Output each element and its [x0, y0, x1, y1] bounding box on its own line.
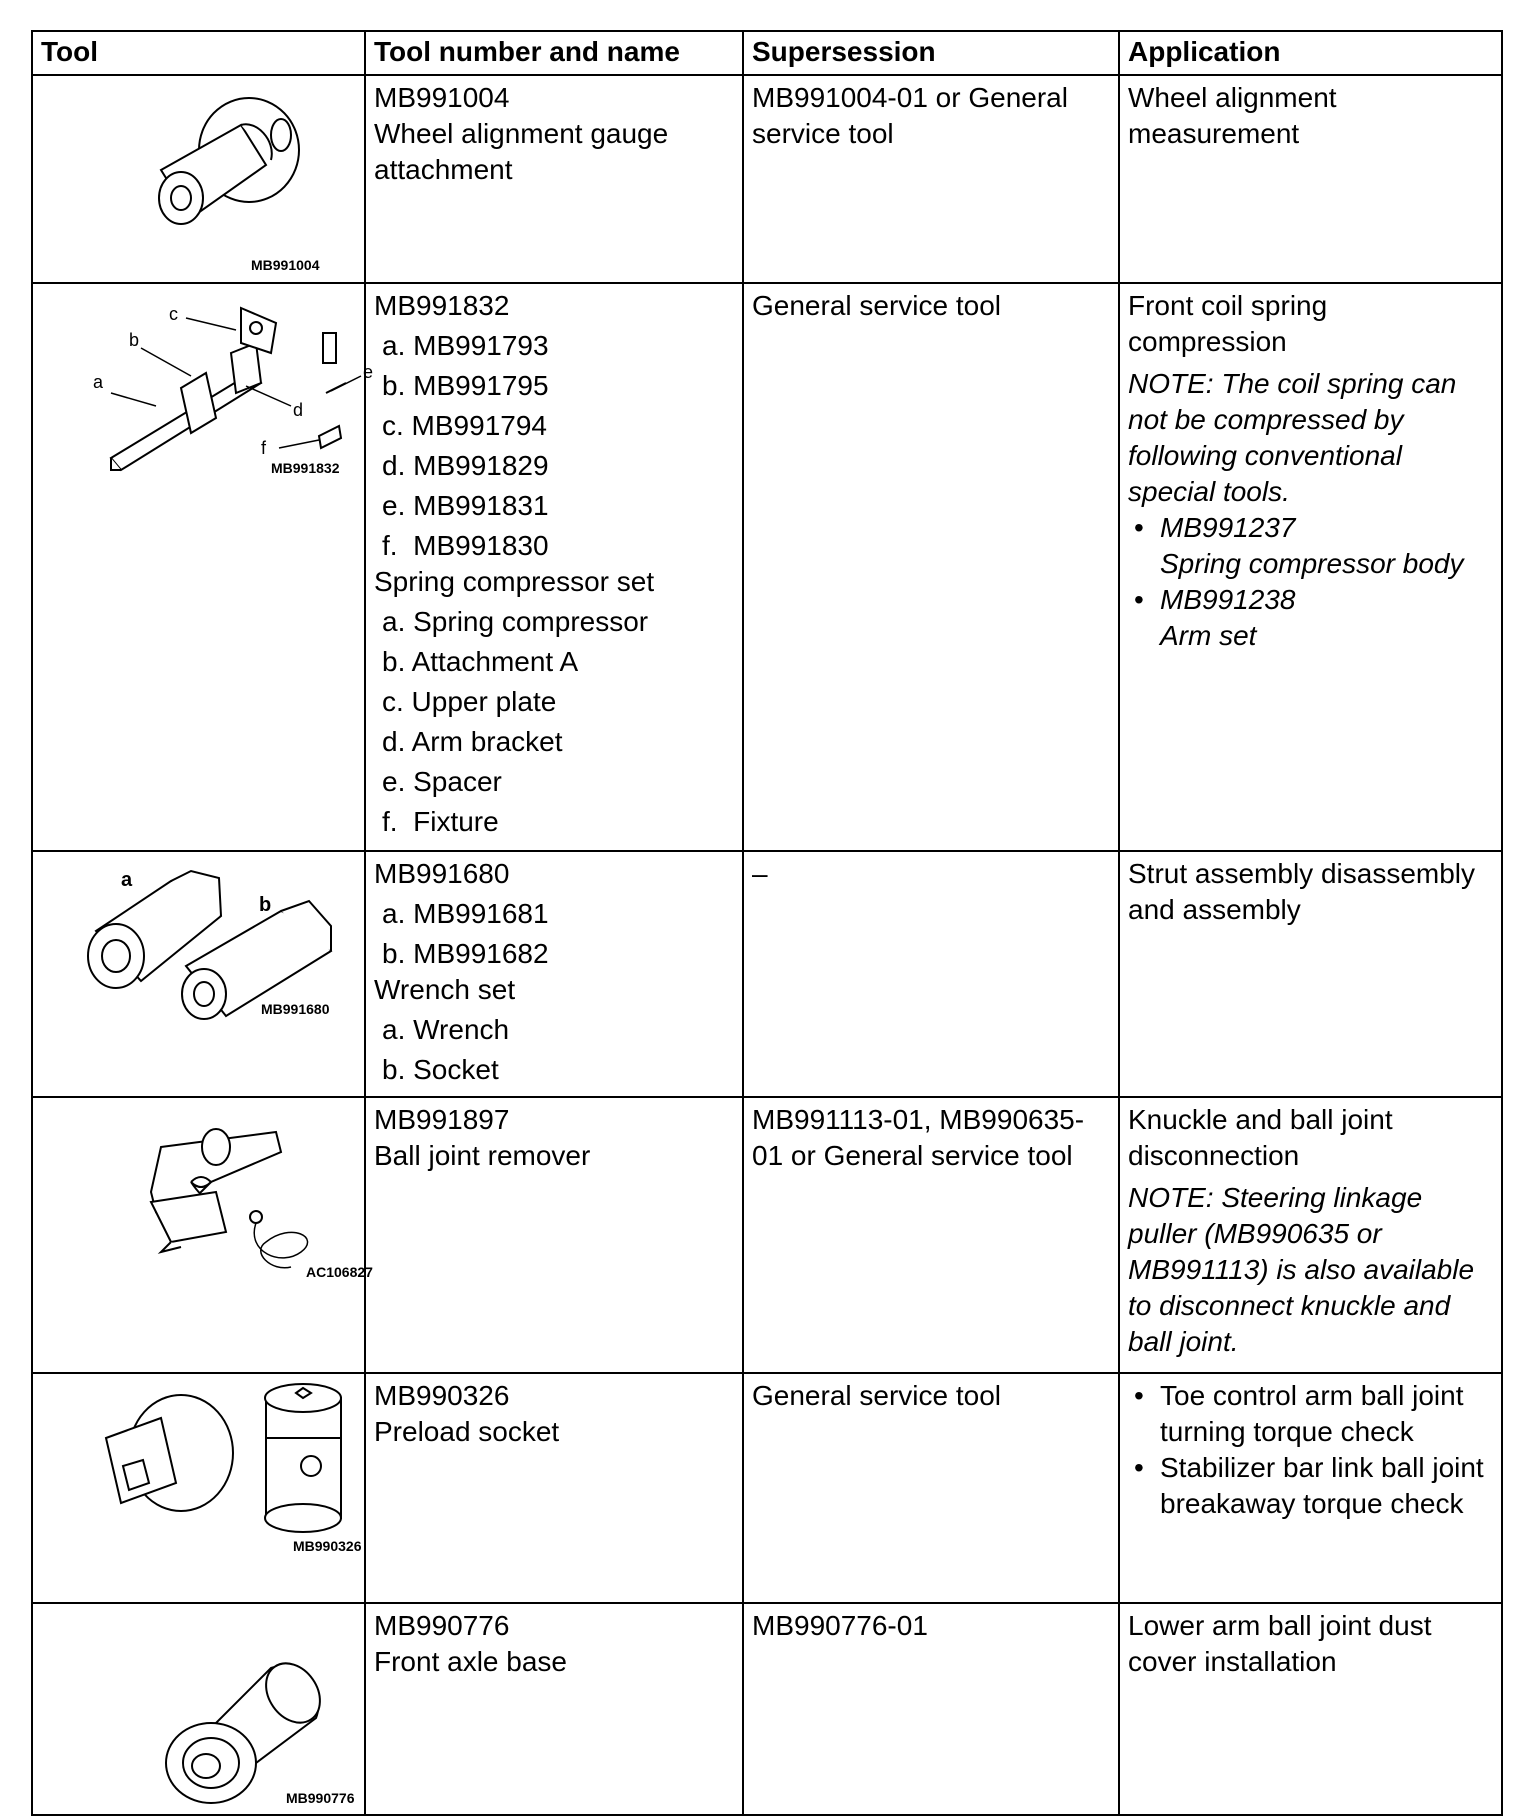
tool-line: b. MB991682: [382, 938, 549, 969]
preload-socket-illustration: [41, 1378, 374, 1558]
tool-number-cell: [365, 851, 743, 1097]
tool-line: a. MB991681: [382, 898, 549, 929]
tool-line: MB991897: [374, 1104, 510, 1135]
wheel-alignment-attachment-illustration: [41, 80, 374, 280]
tool-line: f. Fixture: [382, 806, 499, 837]
header-tool: Tool: [32, 31, 365, 75]
conventional-tools-list: [1128, 510, 1493, 654]
tool-line: MB991680: [374, 858, 510, 889]
figure-letter: d: [293, 400, 304, 420]
supersession-cell: MB990776-01: [743, 1603, 1119, 1815]
tool-line: Wheel alignment gauge attachment: [374, 118, 669, 185]
tool-line: b. Socket: [382, 1054, 499, 1085]
tool-illustration-cell: [32, 1097, 373, 1373]
tool-number-cell: [365, 1603, 743, 1815]
figure-label: AC106827: [306, 1264, 373, 1280]
supersession-cell: General service tool: [743, 283, 1119, 851]
figure-letter: a: [93, 372, 104, 392]
figure-letter: c: [169, 304, 178, 324]
table-header-row: [32, 31, 1502, 75]
tool-illustration-cell: [32, 1603, 365, 1815]
figure-label: MB991680: [261, 1001, 330, 1017]
header-supersession: Supersession: [743, 31, 1119, 75]
header-application: Application: [1119, 31, 1502, 75]
table-row: [32, 1097, 1502, 1373]
figure-label: MB991832: [271, 460, 340, 476]
tool-line: Preload socket: [374, 1416, 560, 1447]
tool-line: c. MB991794: [382, 410, 547, 441]
list-item: • Toe control arm ball joint turning torque check: [1128, 1378, 1493, 1450]
tool-line: MB990776: [374, 1610, 510, 1641]
tool-line: b. Attachment A: [382, 646, 579, 677]
figure-letter: e: [363, 362, 374, 382]
application-note: NOTE: Steering linkage puller (MB990635 or MB991113) is also available to disconnect knuckle and ball joint.: [1128, 1182, 1475, 1357]
special-tools-table: [31, 30, 1503, 1816]
tool-number-cell: [365, 1373, 743, 1603]
tool-illustration-cell: [32, 1373, 365, 1603]
figure-label: MB991004: [251, 257, 320, 273]
supersession-cell: General service tool: [743, 1373, 1119, 1603]
application-list: [1128, 1378, 1493, 1522]
table-row: [32, 283, 1502, 851]
wrench-set-illustration: [41, 856, 374, 1026]
tool-illustration-cell: [32, 851, 365, 1097]
application-cell: [1119, 1097, 1502, 1373]
tool-line: e. MB991831: [382, 490, 549, 521]
figure-label: MB990326: [293, 1538, 362, 1554]
tool-line: a. MB991793: [382, 330, 549, 361]
application-cell: Lower arm ball joint dust cover installation: [1119, 1603, 1502, 1815]
application-cell: [1119, 283, 1502, 851]
tool-line: f. MB991830: [382, 530, 549, 561]
figure-letter: b: [259, 894, 272, 916]
figure-letter: b: [129, 330, 140, 350]
tool-number-cell: [365, 75, 743, 283]
application-note: NOTE: The coil spring can not be compressed by following conventional special tools.: [1128, 368, 1457, 507]
front-axle-base-illustration: [41, 1608, 374, 1808]
application-text: Knuckle and ball joint disconnection: [1128, 1104, 1393, 1171]
tool-line: Wrench set: [374, 974, 516, 1005]
tool-line: b. MB991795: [382, 370, 549, 401]
figure-letter: f: [261, 438, 267, 458]
tool-line: d. Arm bracket: [382, 726, 563, 757]
tool-line: Spring compressor set: [374, 566, 655, 597]
tool-line: a. Spring compressor: [382, 606, 649, 637]
list-item: • MB991238 Arm set: [1128, 582, 1493, 654]
tool-line: a. Wrench: [382, 1014, 510, 1045]
tool-line: MB991832: [374, 290, 510, 321]
supersession-cell: –: [743, 851, 1119, 1097]
spring-compressor-set-illustration: [41, 288, 374, 488]
supersession-cell: MB991113-01, MB990635-01 or General service tool: [743, 1097, 1119, 1373]
application-cell: [1119, 1373, 1502, 1603]
supersession-cell: MB991004-01 or General service tool: [743, 75, 1119, 283]
table-row: [32, 1373, 1502, 1603]
tool-line: MB991004: [374, 82, 510, 113]
tool-line: Ball joint remover: [374, 1140, 591, 1171]
table-row: [32, 851, 1502, 1097]
tool-illustration-cell: [32, 75, 365, 283]
header-tool-number: Tool number and name: [365, 31, 743, 75]
application-text: Front coil spring compression: [1128, 290, 1328, 357]
table-row: [32, 1603, 1502, 1815]
tool-illustration-cell: [32, 283, 374, 851]
tool-number-cell: [365, 283, 743, 851]
list-item: • MB991237 Spring compressor body: [1128, 510, 1493, 582]
tool-number-cell: [365, 1097, 743, 1373]
table-row: [32, 75, 1502, 283]
list-item: • Stabilizer bar link ball joint breakaway torque check: [1128, 1450, 1493, 1522]
tool-line: Front axle base: [374, 1646, 567, 1677]
application-cell: Wheel alignment measurement: [1119, 75, 1502, 283]
application-cell: Strut assembly disassembly and assembly: [1119, 851, 1502, 1097]
tool-line: c. Upper plate: [382, 686, 557, 717]
figure-label: MB990776: [286, 1790, 355, 1806]
tool-line: MB990326: [374, 1380, 510, 1411]
tool-line: e. Spacer: [382, 766, 502, 797]
figure-letter: a: [121, 869, 133, 891]
tool-line: d. MB991829: [382, 450, 549, 481]
ball-joint-remover-illustration: [41, 1102, 374, 1282]
